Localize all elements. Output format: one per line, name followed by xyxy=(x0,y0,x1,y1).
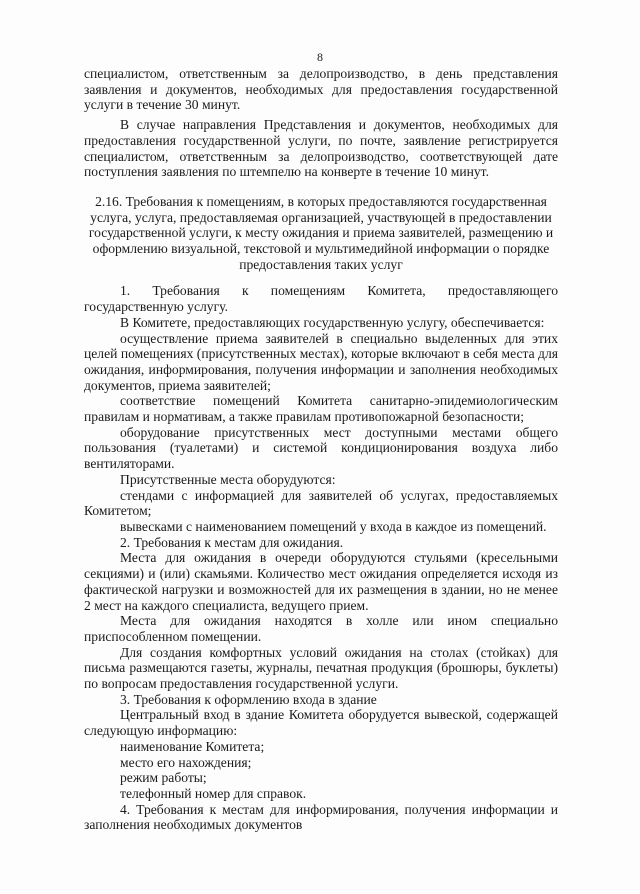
paragraph: Для создания комфортных условий ожидания на столах (стойках) для письма размещаются газеты, журналы, печатная продукция (брошюры, буклеты) по вопросам предоставления государственной услуги. xyxy=(84,644,558,692)
paragraph-item-2: 2. Требования к местам для ожидания. xyxy=(120,534,344,550)
list-item: место его нахождения; xyxy=(120,754,252,770)
section-title: 2.16. Требования к помещениям, в которых предоставляются государственная услуга, услуга, предоставляемая организацией, участвующей в предоставлении государственной услуги, к месту ожидания и приема заявителей, размещению и оформлению визуальной, текстовой и мультимедийной информации о порядке предоставления таких услуг xyxy=(88,193,554,272)
page-number: 8 xyxy=(317,50,323,64)
paragraph-item-3: 3. Требования к оформлению входа в здание xyxy=(120,691,377,707)
paragraph: Места для ожидания находятся в холле или ином специально приспособленном помещении. xyxy=(84,613,558,644)
paragraph: осуществление приема заявителей в специально выделенных для этих целей помещениях (присутственных местах), которые включают в себя места для ожидания, информирования, получения информации и заполнения необходимых документов, приема заявителей; xyxy=(84,330,558,393)
paragraph: В Комитете, предоставляющих государственную услугу, обеспечивается: xyxy=(120,314,545,330)
paragraph-mail-registration: В случае направления Представления и документов, необходимых для предоставления государственной услуги, по почте, заявление регистрируется специалистом, ответственным за делопроизводство, соответствующей дате поступления заявления по штемпелю на конверте в течение 10 минут. xyxy=(84,117,558,180)
paragraph: соответствие помещений Комитета санитарно-эпидемиологическим правилам и нормативам, а также правилам противопожарной безопасности; xyxy=(84,393,558,425)
list-item: режим работы; xyxy=(120,770,207,786)
paragraph-item-1: 1. Требования к помещениям Комитета, предоставляющего государственную услугу. xyxy=(84,283,558,315)
list-item: наименование Комитета; xyxy=(120,738,265,754)
paragraph: Центральный вход в здание Комитета оборудуется вывеской, содержащей следующую информацию: xyxy=(84,707,558,739)
list-item: телефонный номер для справок. xyxy=(120,785,307,801)
paragraph-item-4: 4. Требования к местам для информирования, получения информации и заполнения необходимых документов xyxy=(84,801,558,833)
paragraph: Места для ожидания в очереди оборудуются стульями (кресельными секциями) и (или) скамьями. Количество мест ожидания определяется исходя из фактической нагрузки и возможностей для их размещения в здании, но не менее 2 мест на каждого специалиста, ведущего прием. xyxy=(84,550,558,613)
paragraph: стендами с информацией для заявителей об услугах, предоставляемых Комитетом; xyxy=(84,487,558,519)
document-body xyxy=(84,66,558,833)
paragraph: вывесками с наименованием помещений у входа в каждое из помещений. xyxy=(120,518,547,534)
paragraph-continuation: специалистом, ответственным за делопроизводство, в день представления заявления и документов, необходимых для предоставления государственной услуги в течение 30 минут. xyxy=(84,66,558,113)
paragraph: оборудование присутственных мест доступными местами общего пользования (туалетами) и системой кондиционирования воздуха либо вентиляторами. xyxy=(84,424,558,472)
paragraph: Присутственные места оборудуются: xyxy=(120,471,336,487)
